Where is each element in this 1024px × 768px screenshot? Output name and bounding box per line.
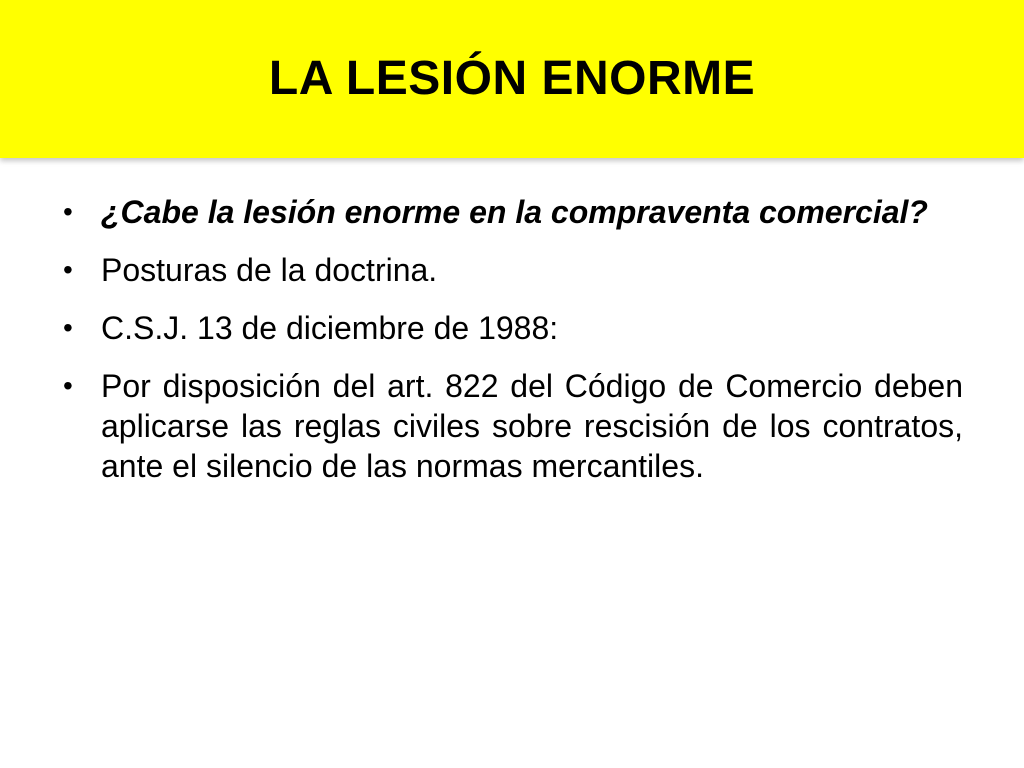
bullet-item-disposition bbox=[63, 366, 963, 486]
title-band bbox=[0, 0, 1024, 158]
bullet-icon: • bbox=[63, 254, 73, 285]
bullet-list bbox=[63, 192, 963, 504]
bullet-item-question bbox=[63, 192, 963, 232]
bullet-icon: • bbox=[63, 312, 73, 343]
bullet-item-csj bbox=[63, 308, 963, 348]
bullet-icon: • bbox=[63, 370, 73, 401]
bullet-text: ¿Cabe la lesión enorme en la compraventa comercial? bbox=[101, 194, 928, 230]
bullet-item-doctrine bbox=[63, 250, 963, 290]
slide-title: LA LESIÓN ENORME bbox=[268, 52, 756, 105]
bullet-icon: • bbox=[63, 196, 73, 227]
bullet-text: C.S.J. 13 de diciembre de 1988: bbox=[101, 310, 559, 346]
bullet-text: Posturas de la doctrina. bbox=[101, 252, 438, 288]
bullet-text: Por disposición del art. 822 del Código de Comercio deben aplicarse las reglas civiles sobre rescisión de los contratos, ante el silencio de las normas mercantiles. bbox=[101, 368, 963, 484]
